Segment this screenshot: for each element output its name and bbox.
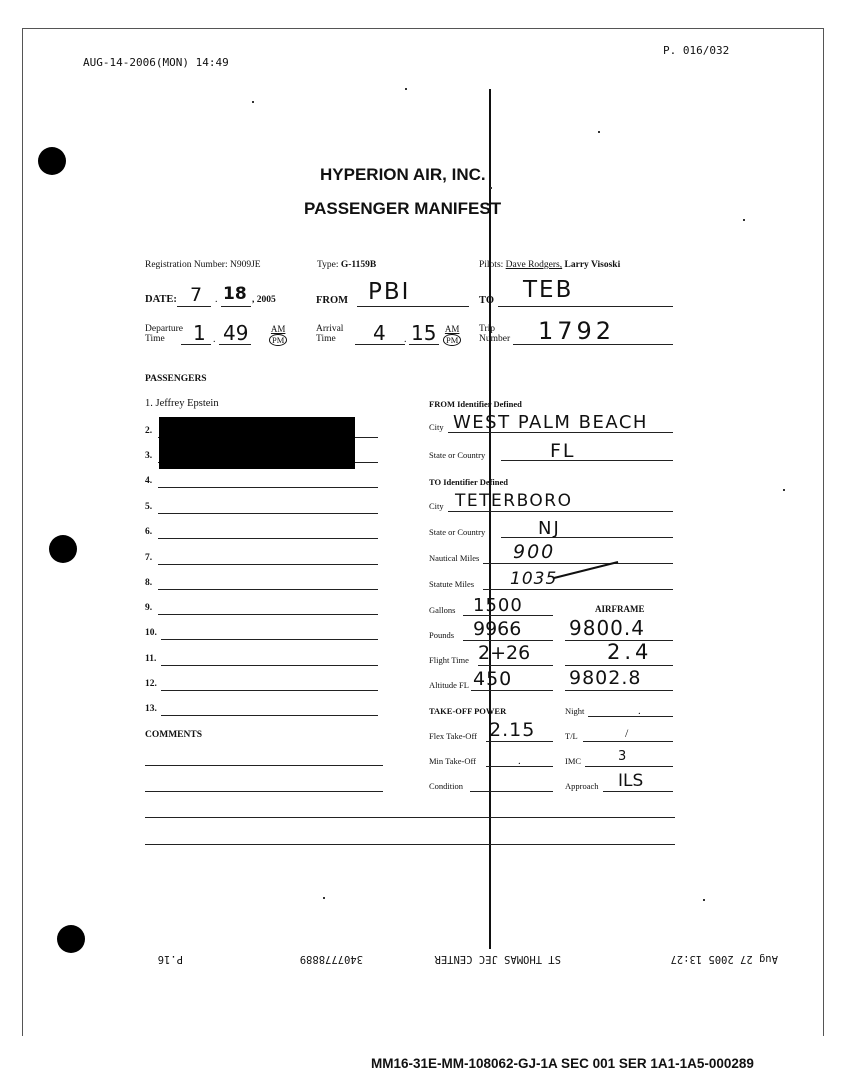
passenger-row-num: 10. (145, 628, 157, 638)
type-label: Type: G-1159B (317, 260, 377, 270)
registration-label: Registration Number: N909JE (145, 260, 261, 270)
to-city-label: City (429, 501, 444, 511)
pilot-1: Dave Rodgers, (505, 260, 563, 270)
night-value: . (638, 705, 641, 717)
statute-miles-label: Statute Miles (429, 579, 475, 589)
arrival-ampm: AM PM (444, 324, 460, 345)
to-state-value: NJ (538, 518, 561, 539)
inverted-date: Aug 27 2005 13:27 (670, 953, 778, 965)
tl-value: / (625, 726, 629, 740)
nautical-miles-label: Nautical Miles (429, 553, 480, 563)
date-year: , 2005 (252, 295, 276, 305)
date-label: DATE: (145, 294, 177, 305)
trip-label: Trip Number (479, 324, 511, 344)
arrival-hour: 4 (373, 321, 386, 345)
pounds-value: 9966 (473, 618, 522, 640)
pounds-label: Pounds (429, 630, 455, 640)
departure-label: Departure Time (145, 324, 183, 344)
inverted-phone: 3407778889 (299, 953, 363, 965)
passenger-row-num: 9. (145, 603, 153, 613)
passenger-row-1: 1. Jeffrey Epstein (145, 398, 219, 409)
flight-time-airframe-value: 2.4 (607, 640, 653, 664)
approach-value: ILS (618, 771, 644, 791)
flex-takeoff-label: Flex Take-Off (429, 731, 477, 741)
from-state-label: State or Country (429, 450, 486, 460)
date-day: 18 (223, 284, 247, 304)
passenger-row-num: 2. (145, 426, 153, 436)
altitude-value: 450 (473, 668, 513, 690)
to-identifier-heading: TO Identifier Defined (429, 477, 509, 487)
flight-time-value: 2+26 (478, 642, 531, 664)
condition-value (470, 791, 553, 792)
nautical-miles-value: 900 (513, 541, 556, 563)
type-value: G-1159B (340, 260, 377, 270)
departure-minute: 49 (223, 321, 249, 345)
company-name: HYPERION AIR, INC. (320, 165, 486, 184)
fax-header-left: AUG-14-2006(MON) 14:49 (83, 56, 229, 69)
airframe-heading: AIRFRAME (595, 604, 645, 614)
arrival-label: Arrival Time (316, 324, 344, 344)
flex-takeoff-value: 2.15 (489, 719, 536, 741)
to-city-value: TETERBORO (455, 491, 573, 511)
passenger-row-num: 8. (145, 578, 153, 588)
inverted-fax-footer (83, 947, 783, 965)
passenger-name: Jeffrey Epstein (155, 398, 219, 409)
takeoff-power-heading: TAKE-OFF POWER (429, 706, 507, 716)
from-label: FROM (316, 295, 349, 306)
comments-line (145, 765, 383, 766)
gallons-label: Gallons (429, 605, 456, 615)
to-value: TEB (523, 277, 574, 303)
passenger-row-num: 5. (145, 502, 153, 512)
document-title: PASSENGER MANIFEST (304, 199, 502, 218)
from-city-label: City (429, 422, 444, 432)
imc-value: 3 (618, 749, 627, 764)
from-city-value: WEST PALM BEACH (453, 412, 648, 433)
redaction-box (159, 417, 355, 469)
inverted-page: P.16 (157, 953, 183, 965)
flight-time-label: Flight Time (429, 655, 469, 665)
min-takeoff-label: Min Take-Off (429, 756, 477, 766)
inverted-sender: ST THOMAS JEC CENTER (434, 953, 561, 965)
passenger-row-num: 3. (145, 451, 153, 461)
passengers-heading: PASSENGERS (145, 374, 207, 384)
from-identifier-heading: FROM Identifier Defined (429, 399, 522, 409)
pilots-label: Pilots: Dave Rodgers, Larry Visoski (479, 260, 621, 270)
fax-page: AUG-14-2006(MON) 14:49 P. 016/032 HYPERION AIR, INC. PASSENGER MANIFEST Registration Number: N909JE Type: G-1159B Pilots: Dave Rodgers, Larry Visoski DATE: 7 . 18 , 2005 FROM PBI TO TEB Departure Time 1 . 49 AM PM Arrival Time 4 . 15 AM PM Trip Number 1792 PASSENGERS 1. Jeffrey Epstein 2. 3. 4. 5. 6. 7. 8. 9. 10. 11. 12. 13. COMMENTS FROM Identifier Defined City WEST PALM BEACH State or Country FL TO Identifier Defined City TETERBORO State or Country NJ Nautical Miles 900 Statute Miles 1035 Gallons 1500 AIRFRAME Pounds 9966 9800.4 Flight Time 2+26 2.4 Altitude FL 450 9802.8 TAKE-OFF POWER Night . Flex Take-Off 2.15 T/L / Min Take-Off . IMC 3 Condition Approach ILS Aug 27 2005 13:27 ST THOMAS JEC CENTER 3407778889 P.16 (22, 28, 824, 1036)
from-state-value: FL (550, 440, 576, 462)
fax-header-right: P. 016/032 (663, 44, 730, 57)
from-value: PBI (368, 279, 411, 305)
passenger-row-num: 7. (145, 553, 153, 563)
departure-ampm: AM PM (270, 324, 286, 345)
statute-miles-value: 1035 (510, 569, 558, 589)
comments-heading: COMMENTS (145, 730, 202, 740)
passenger-row-num: 11. (145, 654, 157, 664)
night-label: Night (565, 706, 585, 716)
comments-line (145, 791, 383, 792)
altitude-label: Altitude FL (429, 680, 469, 690)
approach-label: Approach (565, 781, 599, 791)
to-label: TO (479, 295, 494, 306)
imc-label: IMC (565, 756, 582, 766)
comments-line (145, 844, 675, 845)
registration-value: N909JE (229, 260, 261, 270)
pounds-airframe-value: 9800.4 (569, 616, 645, 640)
to-state-label: State or Country (429, 527, 486, 537)
departure-hour: 1 (193, 321, 206, 345)
min-takeoff-value: . (518, 755, 521, 767)
date-month: 7 (190, 284, 203, 306)
condition-label: Condition (429, 781, 464, 791)
comments-line (145, 817, 675, 818)
altitude-airframe-value: 9802.8 (569, 667, 642, 689)
pilot-2: Larry Visoski (564, 260, 621, 270)
passenger-row-num: 13. (145, 704, 157, 714)
passenger-row-num: 4. (145, 476, 153, 486)
passenger-row-num: 6. (145, 527, 153, 537)
gallons-value: 1500 (473, 595, 523, 616)
arrival-minute: 15 (411, 321, 437, 345)
tl-label: T/L (565, 731, 578, 741)
bates-number: MM16-31E-MM-108062-GJ-1A SEC 001 SER 1A1-1A5-000289 (371, 1056, 754, 1071)
trip-number: 1792 (538, 317, 616, 345)
passenger-row-num: 12. (145, 679, 157, 689)
